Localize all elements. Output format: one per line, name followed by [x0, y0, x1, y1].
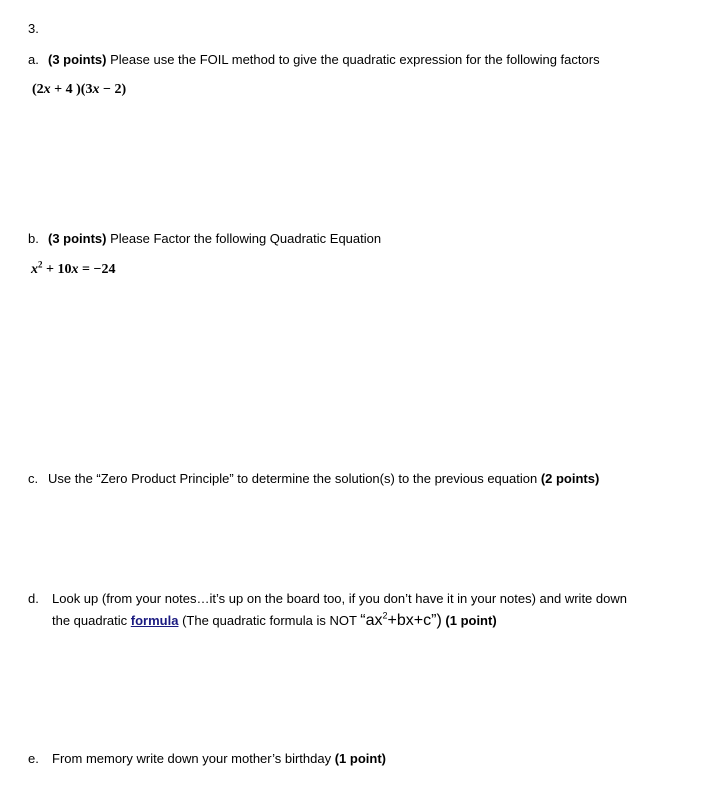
part-e-points: (1 point)	[334, 751, 386, 766]
part-d-line1	[28, 591, 627, 607]
part-b-text: Please Factor the following Quadratic Equation	[106, 231, 382, 246]
part-d-text-mid: (The quadratic formula is NOT	[178, 613, 361, 628]
part-e-letter: e.	[28, 751, 39, 766]
expr-a-var2: x	[92, 82, 100, 97]
quote-exponent: 2	[382, 610, 388, 621]
expr-a-part1: (2	[32, 82, 44, 97]
expr-a-var1: x	[43, 82, 51, 97]
question-number: 3.	[28, 21, 39, 36]
quote-open: “ax	[360, 612, 383, 629]
expr-a-part2: + 4 )(3	[50, 82, 93, 97]
part-a-text: Please use the FOIL method to give the quadratic expression for the following factors	[106, 52, 600, 67]
part-a-letter: a.	[28, 52, 39, 67]
part-c-letter: c.	[28, 471, 39, 486]
part-a-expression	[32, 82, 126, 98]
part-b-points: (3 points)	[48, 231, 107, 246]
part-a-points: (3 points)	[48, 52, 107, 67]
eq-b-mid: + 10	[42, 262, 72, 277]
quote-close: +bx+c”)	[387, 612, 442, 629]
part-e-prompt	[28, 751, 386, 767]
part-d-quote	[360, 612, 442, 629]
part-d-text-pre: the quadratic	[52, 613, 131, 628]
formula-link[interactable]: formula	[130, 613, 179, 628]
part-b-equation	[31, 259, 116, 278]
expr-a-part3: − 2)	[99, 82, 127, 97]
part-c-prompt	[28, 471, 599, 487]
part-b-prompt	[28, 231, 381, 247]
eq-b-exponent: 2	[38, 259, 43, 270]
eq-b-rhs: = −24	[78, 262, 116, 277]
part-d-line2	[52, 610, 497, 629]
eq-b-var2: x	[71, 262, 79, 277]
part-d-text-line1: Look up (from your notes…it’s up on the board too, if you don’t have it in your notes) and write down	[52, 591, 627, 606]
part-d-letter: d.	[28, 591, 39, 606]
part-d-points: (1 point)	[441, 613, 497, 628]
part-c-points: (2 points)	[540, 471, 600, 486]
part-b-letter: b.	[28, 231, 39, 246]
part-c-text: Use the “Zero Product Principle” to determine the solution(s) to the previous equation	[48, 471, 541, 486]
eq-b-var1: x	[31, 262, 38, 277]
part-e-text: From memory write down your mother’s birthday	[52, 751, 335, 766]
part-a-prompt	[28, 52, 600, 68]
